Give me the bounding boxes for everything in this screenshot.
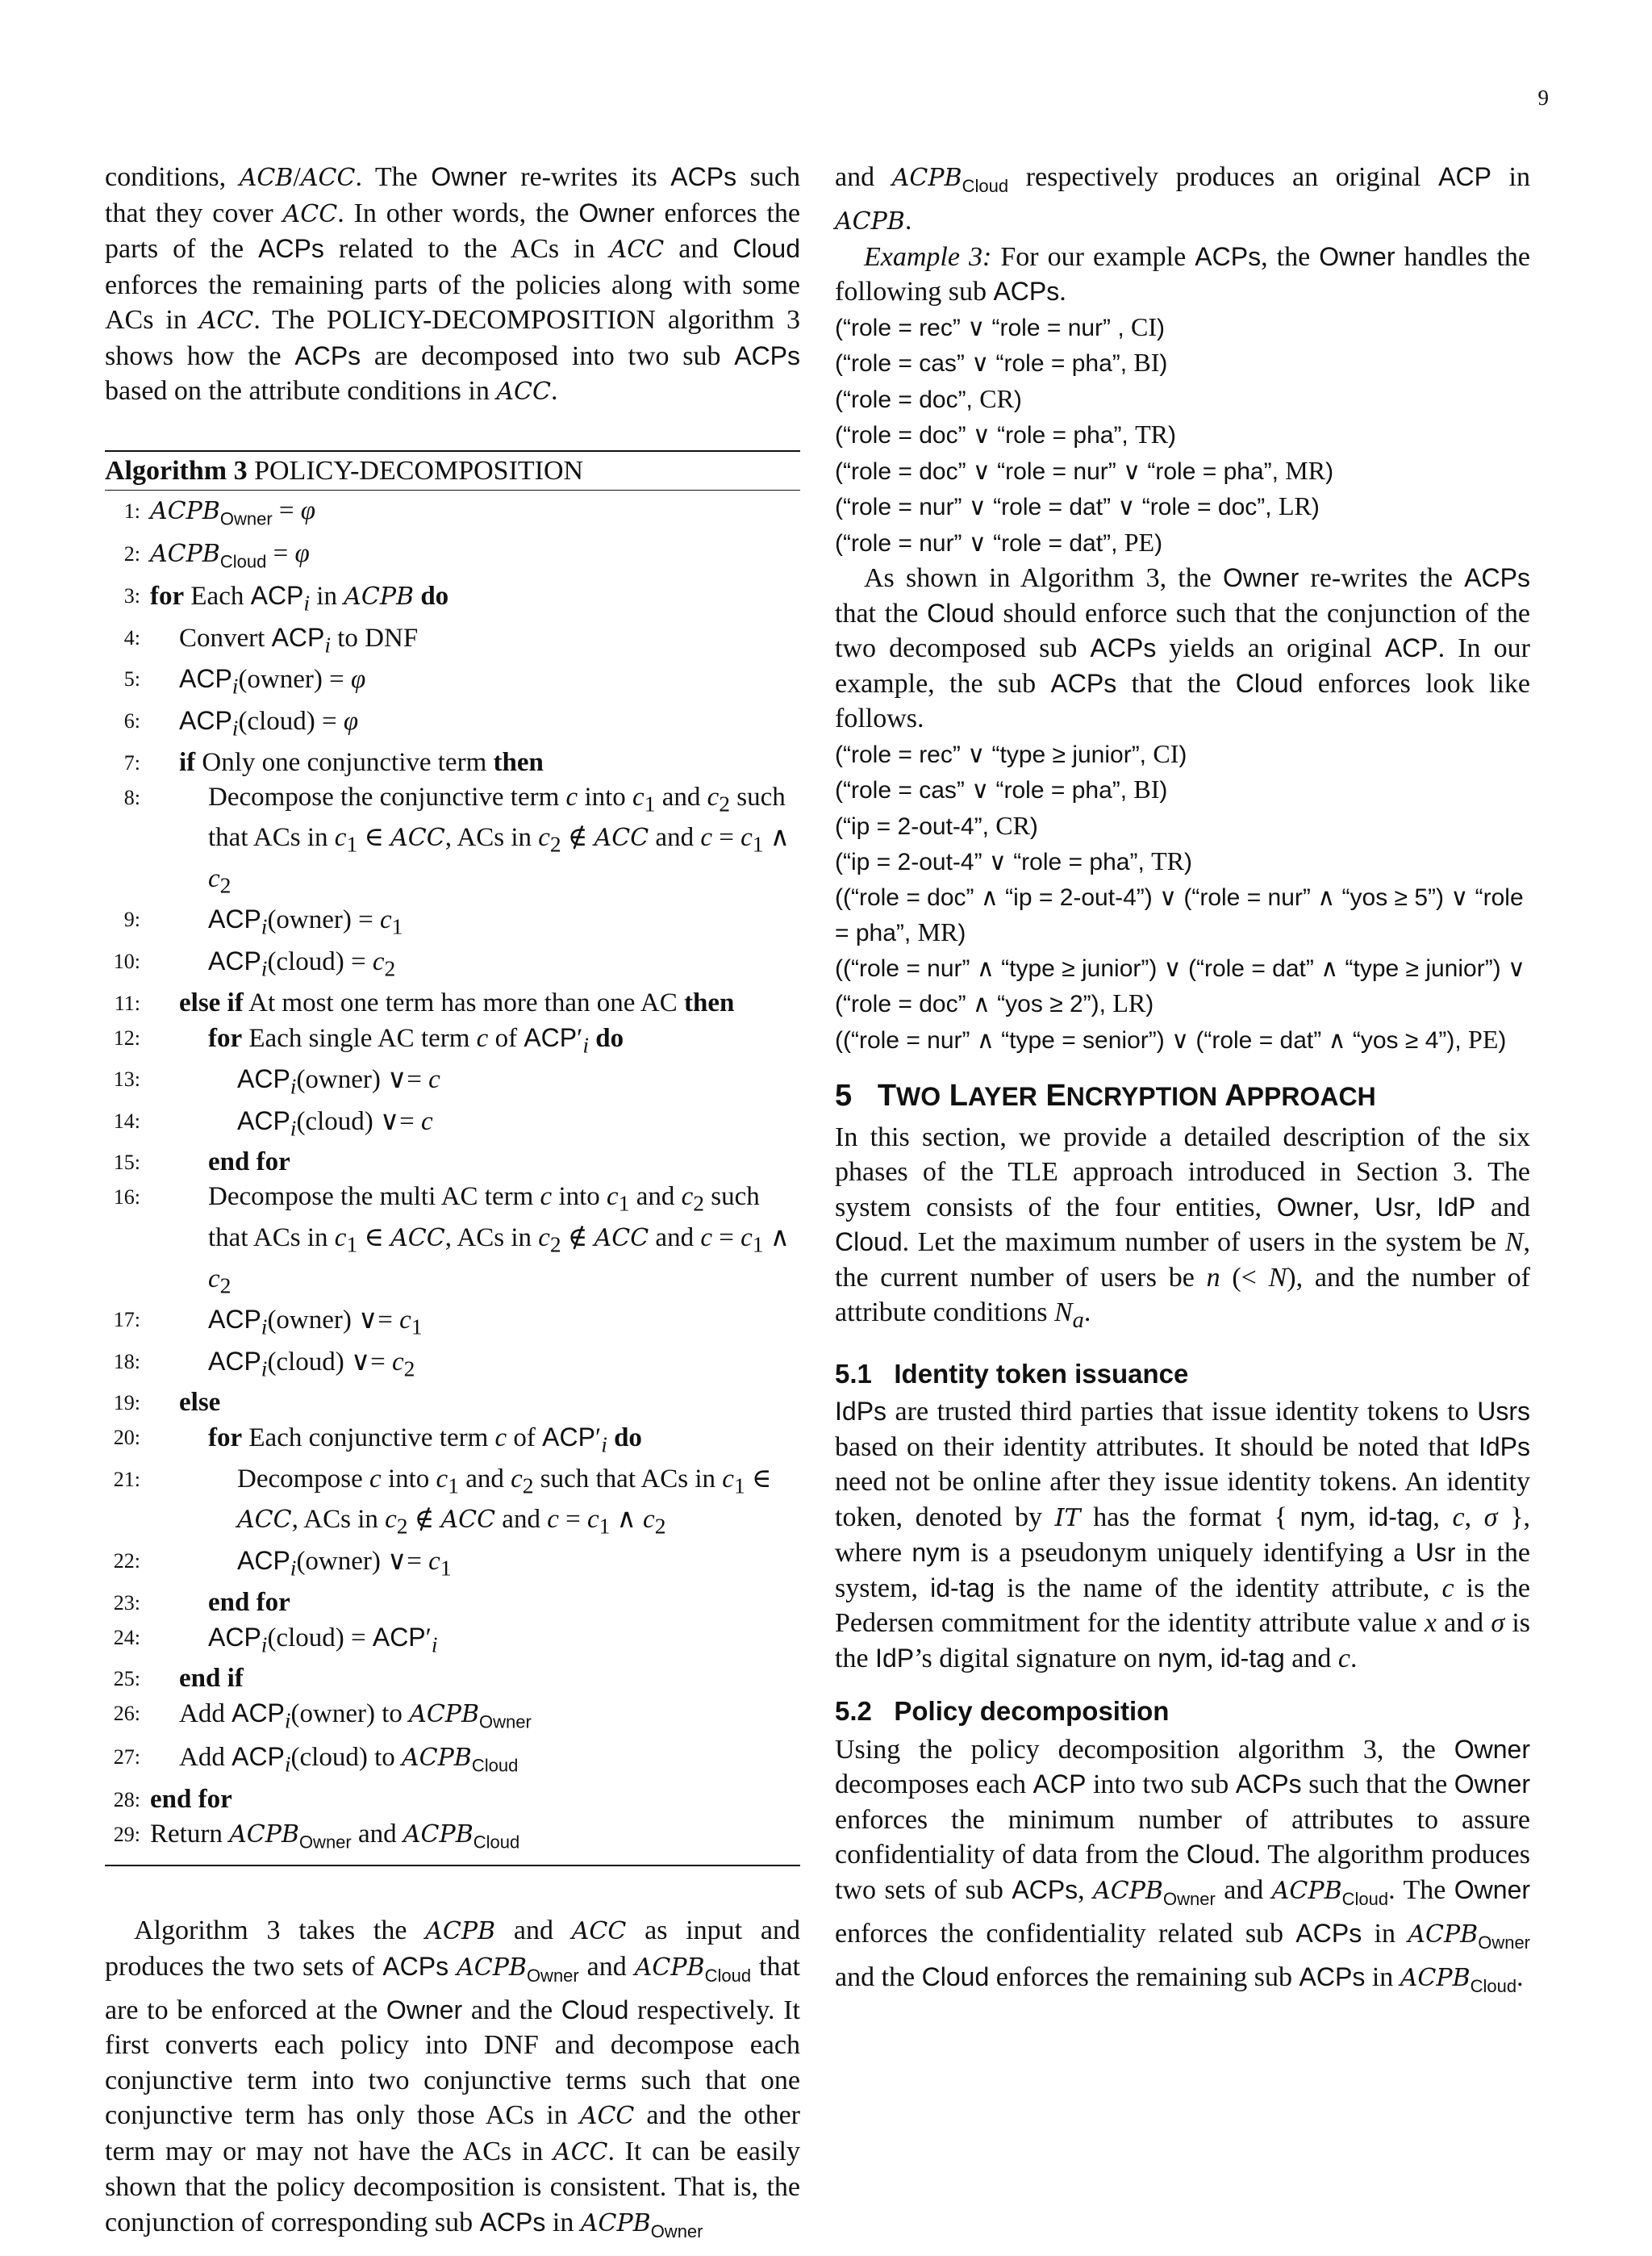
- algorithm-line-number: 6:: [123, 708, 140, 733]
- algorithm-line: [105, 1544, 800, 1585]
- example-paragraph: Example 3: For our example ACPs, the Owner handles the following sub ACPs.: [835, 241, 1530, 307]
- algorithm-line-text: $ACPB_{Cloud} = \varphi$: [150, 538, 310, 572]
- algorithm-line-number: 16:: [113, 1185, 140, 1209]
- algorithm-label: Algorithm 3: [105, 455, 248, 486]
- algorithm-title: [105, 452, 800, 491]
- algorithm-line-number: 14:: [113, 1109, 140, 1133]
- algorithm-line-text: $ACP_i(cloud) = \varphi$: [179, 705, 359, 741]
- algorithm-line-number: 2:: [123, 541, 140, 566]
- algorithm-line: [105, 537, 800, 579]
- algorithm-line-text: for Each single AC term c of $ACP'_i$ do: [208, 1022, 624, 1058]
- algorithm-line: [105, 662, 800, 704]
- algorithm-line-number: 10:: [113, 949, 140, 973]
- algorithm-line-number: 11:: [114, 991, 140, 1015]
- algorithm-line-number: 26:: [113, 1702, 140, 1726]
- algorithm-line-number: 12:: [113, 1026, 140, 1050]
- algorithm-line-text: end for: [150, 1785, 232, 1815]
- algorithm-line: [105, 494, 800, 537]
- cloud-policy-item: (“role = cas” ∨ “role = pha”, BI): [835, 775, 1168, 804]
- section-5-2-paragraph: Using the policy decomposition algorithm 3, the Owner decomposes each ACP into two sub ACPs such that the Owner enforces the minimum number of attributes to assure confidentiality of data from the Cloud. The algorithm produces two sets of sub ACPs, $ACPB_{Owner}$ and $ACPB_{Cloud}$. The Owner enforces the confidentiality related sub ACPs in $ACPB_{Owner}$ and the Cloud enforces the remaining sub ACPs in $ACPB_{Cloud}$.: [835, 1734, 1531, 1996]
- algorithm-line-text: $ACPB_{Owner} = \varphi$: [150, 496, 316, 529]
- algorithm-line: [105, 1180, 800, 1302]
- algorithm-line-text: else if At most one term has more than one AC then: [179, 988, 735, 1017]
- algorithm-line-text: end for: [208, 1587, 290, 1617]
- algorithm-line-number: 20:: [113, 1426, 140, 1450]
- algorithm-box: [105, 450, 800, 1867]
- algorithm-line-number: 28:: [113, 1788, 140, 1812]
- algorithm-line-text: for Each $ACP_i$ in ACPB do: [150, 581, 449, 616]
- algorithm-line-number: 19:: [113, 1391, 140, 1415]
- algorithm-line-text: $ACP_i(cloud)$ ∨= c: [237, 1105, 433, 1141]
- algorithm-line: [105, 1782, 800, 1817]
- section-5-2-heading: 5.2 Policy decomposition: [835, 1696, 1170, 1727]
- cloud-policy-list: [835, 737, 1530, 1059]
- section-5-title: TWO LAYER ENCRYPTION APPROACH: [877, 1079, 1376, 1113]
- algorithm-line: [105, 780, 800, 903]
- algorithm-line: [105, 1385, 800, 1420]
- cloud-policy-item: ((“role = nur” ∧ “type = senior”) ∨ (“role = dat” ∧ “yos ≥ 4”), PE): [835, 1024, 1507, 1054]
- algorithm-line-number: 9:: [123, 908, 140, 932]
- algorithm-line-number: 3:: [123, 584, 140, 608]
- owner-policy-item: (“role = rec” ∨ “role = nur” , CI): [835, 311, 1166, 341]
- algorithm-description: Algorithm 3 takes the ACPB and ACC as input and produces the two sets of ACPs $ACPB_{Owner}$ and $ACPB_{Cloud}$ that are to be enforced at the Owner and the Cloud respectively. It first converts each policy into DNF and decompose each conjunctive term into two conjunctive terms such that one conjunctive term has only those ACs in ACC and the other term may or may not have the ACs in ACC. It can be easily shown that the policy decomposition is consistent. That is, the conjunction of corresponding sub ACPs in $ACPB_{Owner}$: [105, 1916, 800, 2241]
- algorithm-line: [105, 1302, 800, 1344]
- algorithm-line-text: Decompose c into $c_1$ and $c_2$ such that ACs in $c_1$ ∈ ACC, ACs in $c_2$ ∉ ACC and $c = c_1$ ∧ $c_2$: [237, 1464, 772, 1540]
- algorithm-line-number: 13:: [113, 1067, 140, 1092]
- section-5-1-heading: 5.1 Identity token issuance: [835, 1358, 1189, 1389]
- algorithm-line-text: if Only one conjunctive term then: [179, 747, 544, 777]
- algorithm-line-text: $ACP_i(owner) = c_1$: [208, 904, 403, 939]
- algorithm-line-number: 15:: [113, 1151, 140, 1175]
- left-column: [105, 160, 800, 2249]
- algorithm-line-text: Decompose the multi AC term c into $c_1$ and $c_2$ such that ACs in $c_1$ ∈ ACC, ACs in $c_2$ ∉ ACC and $c = c_1$ ∧ $c_2$: [208, 1182, 790, 1298]
- algorithm-line: [105, 944, 800, 986]
- algorithm-line-text: $ACP_i(cloud) = ACP'_i$: [208, 1622, 438, 1657]
- algorithm-line-text: $ACP_i(cloud)$ ∨= $c_2$: [208, 1346, 415, 1381]
- cloud-policy-item: (“ip = 2-out-4” ∨ “role = pha”, TR): [835, 846, 1192, 876]
- algorithm-line-text: else: [179, 1388, 221, 1418]
- algorithm-line-number: 22:: [113, 1549, 140, 1573]
- owner-policy-item: (“role = nur” ∨ “role = dat”, PE): [835, 527, 1163, 557]
- section-5-1-paragraph: IdPs are trusted third parties that issue identity tokens to Usrs based on their identity attributes. It should be noted that IdPs need not be online after they issue identity tokens. An identity token, denoted by IT has the format { nym, id-tag, c, σ }, where nym is a pseudonym uniquely identifying a Usr in the system, id-tag is the name of the identity attribute, c is the Pedersen commitment for the identity attribute value x and σ is the IdP’s digital signature on nym, id-tag and c.: [835, 1397, 1531, 1673]
- algorithm-line: [105, 1696, 800, 1740]
- algorithm-line: [105, 579, 800, 620]
- cloud-policy-item: ((“role = doc” ∧ “ip = 2-out-4”) ∨ (“role = nur” ∧ “yos ≥ 5”) ∨ “role = pha”, MR): [835, 884, 1524, 947]
- algorithm-line: [105, 1420, 800, 1462]
- page-number: 9: [1537, 86, 1549, 110]
- algorithm-line-number: 23:: [113, 1590, 140, 1615]
- owner-policy-item: (“role = doc”, CR): [835, 383, 1022, 413]
- owner-policy-item: (“role = doc” ∨ “role = pha”, TR): [835, 420, 1176, 449]
- algorithm-line: [105, 1740, 800, 1783]
- intro-paragraph: conditions, ACB/ACC. The Owner re-writes its ACPs such that they cover ACC. In other words, the Owner enforces the parts of the ACPs related to the ACs in ACC and Cloud enforces the remaining parts of the policies along with some ACs in ACC. The POLICY-DECOMPOSITION algorithm 3 shows how the ACPs are decomposed into two sub ACPs based on the attribute conditions in ACC.: [105, 162, 801, 406]
- algorithm-line: [105, 1462, 800, 1544]
- algorithm-line-text: $ACP_i(owner)$ ∨= c: [237, 1064, 440, 1099]
- algorithm-line-number: 5:: [123, 667, 140, 691]
- algorithm-line-number: 4:: [123, 625, 140, 650]
- algorithm-line-text: Decompose the conjunctive term c into $c_1$ and $c_2$ such that ACs in $c_1$ ∈ ACC, ACs in $c_2$ ∉ ACC and $c = c_1$ ∧ $c_2$: [208, 782, 790, 898]
- owner-policy-item: (“role = doc” ∨ “role = nur” ∨ “role = pha”, MR): [835, 455, 1334, 485]
- algorithm-lines: [105, 491, 800, 1865]
- section-5-number: 5: [835, 1079, 853, 1113]
- continuation-paragraph: and $ACPB_{Cloud}$ respectively produces an original ACP in ACPB.: [835, 162, 1530, 236]
- algorithm-line-text: for Each conjunctive term c of $ACP'_i$ do: [208, 1423, 642, 1457]
- algorithm-line: [105, 1145, 800, 1180]
- cloud-policy-item: ((“role = nur” ∧ “type ≥ junior”) ∨ (“role = dat” ∧ “type ≥ junior”) ∨ (“role = doc” ∧ “yos ≥ 2”), LR): [835, 955, 1525, 1018]
- algorithm-line-text: $ACP_i(owner) = \varphi$: [179, 664, 366, 699]
- algorithm-line: [105, 746, 800, 780]
- algorithm-line-text: Return $ACPB_{Owner}$ and $ACPB_{Cloud}$: [150, 1819, 520, 1853]
- algorithm-line-text: Convert $ACP_i$ to DNF: [179, 622, 419, 658]
- algorithm-line-number: 7:: [123, 750, 140, 775]
- algorithm-line-text: Add $ACP_i(cloud)$ to $ACPB_{Cloud}$: [179, 1741, 519, 1777]
- cloud-policy-item: (“role = rec” ∨ “type ≥ junior”, CI): [835, 738, 1187, 768]
- algorithm-line-number: 18:: [113, 1349, 140, 1373]
- section-5-paragraph: In this section, we provide a detailed description of the six phases of the TLE approach introduced in Section 3. The system consists of the four entities, Owner, Usr, IdP and Cloud. Let the maximum number of users in the system be N, the current number of users be n (< N), and the number of attribute conditions $N_a$.: [835, 1122, 1531, 1334]
- algorithm-line: [105, 704, 800, 746]
- section-5-heading: [835, 1079, 1530, 1115]
- owner-policy-list: [835, 310, 1530, 562]
- owner-policy-item: (“role = nur” ∨ “role = dat” ∨ “role = doc”, LR): [835, 491, 1320, 521]
- algorithm-name: POLICY-DECOMPOSITION: [254, 455, 584, 486]
- algorithm-line-number: 17:: [113, 1308, 140, 1332]
- algorithm-line-number: 27:: [113, 1744, 140, 1769]
- algorithm-line-number: 29:: [113, 1823, 140, 1847]
- algorithm-line-text: $ACP_i(owner)$ ∨= $c_1$: [208, 1305, 423, 1339]
- algorithm-line-number: 25:: [113, 1667, 140, 1691]
- cloud-policy-item: (“ip = 2-out-4”, CR): [835, 810, 1038, 840]
- algorithm-line: [105, 1021, 800, 1063]
- algorithm-line: [105, 986, 800, 1021]
- right-column: [835, 160, 1530, 2003]
- algorithm-line: [105, 1344, 800, 1386]
- algorithm-line-text: end if: [179, 1664, 244, 1694]
- algorithm-line-number: 1:: [123, 499, 140, 523]
- algorithm-line: [105, 620, 800, 662]
- algorithm-line: [105, 1620, 800, 1662]
- algorithm-line-number: 8:: [123, 785, 140, 809]
- algorithm-line: [105, 902, 800, 944]
- algorithm-line: [105, 1104, 800, 1146]
- owner-policy-item: (“role = cas” ∨ “role = pha”, BI): [835, 348, 1168, 378]
- algorithm-line: [105, 1817, 800, 1860]
- algorithm-line-number: 21:: [113, 1467, 140, 1491]
- algorithm-line: [105, 1661, 800, 1696]
- algorithm-line-text: $ACP_i(owner)$ ∨= $c_1$: [237, 1546, 452, 1581]
- algorithm-line-text: Add $ACP_i(owner)$ to $ACPB_{Owner}$: [179, 1698, 532, 1733]
- algorithm-line: [105, 1062, 800, 1104]
- algorithm-line-text: $ACP_i(cloud) = c_2$: [208, 946, 396, 981]
- shown-paragraph: As shown in Algorithm 3, the Owner re-writes the ACPs that the Cloud should enforce such that the conjunction of the two decomposed sub ACPs yields an original ACP. In our example, the sub ACPs that the Cloud enforces look like follows.: [835, 563, 1531, 734]
- algorithm-line: [105, 1585, 800, 1620]
- algorithm-line-text: end for: [208, 1147, 290, 1177]
- algorithm-line-number: 24:: [113, 1625, 140, 1649]
